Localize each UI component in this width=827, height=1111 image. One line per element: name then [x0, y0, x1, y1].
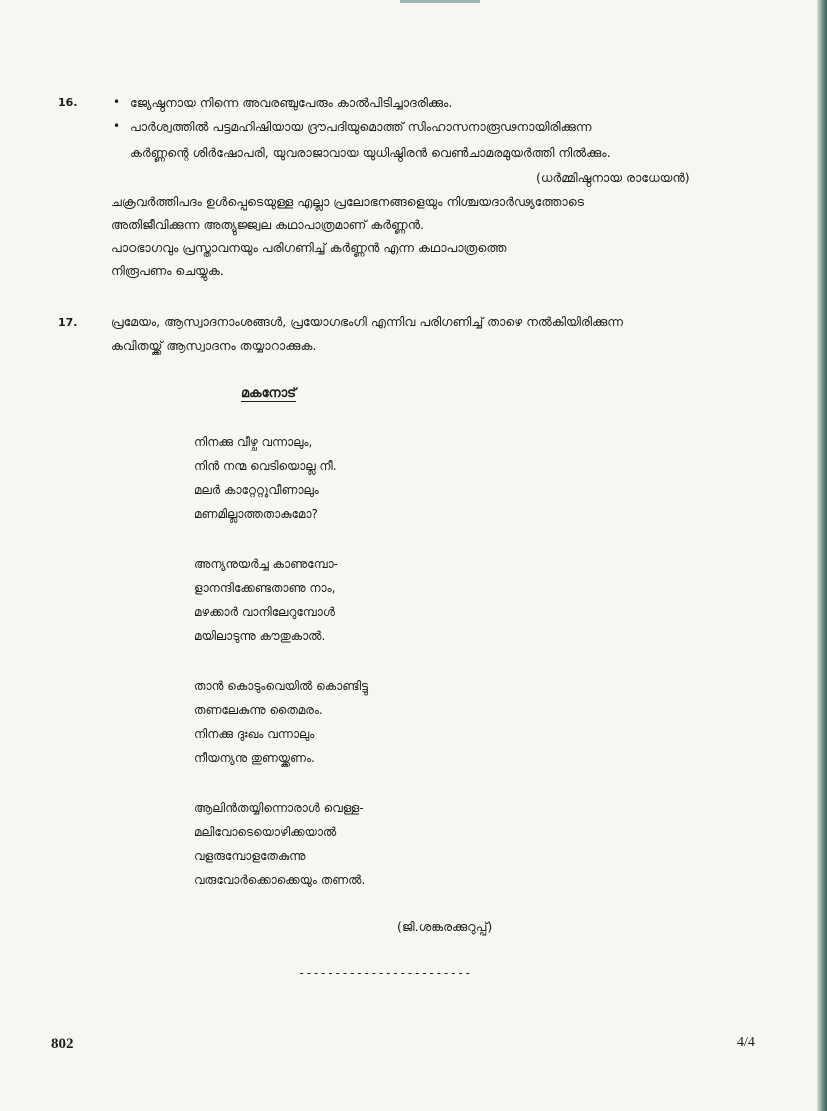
scan-mark [400, 0, 480, 3]
poem-line: താൻ കൊടുംവെയിൽ കൊണ്ടിട്ടു [194, 679, 369, 693]
poem-line: മലർ കാറ്റേറ്റുവീണാലും [194, 483, 319, 497]
bullet-icon: • [113, 119, 121, 133]
end-divider: ------------------------ [298, 966, 472, 980]
scan-edge [817, 0, 827, 1111]
poem-line: നിൻ നന്മ വെടിയൊല്ല നീ. [194, 459, 337, 473]
poem-line: ആലിൻതയ്യിന്നൊരാൾ വെള്ള- [194, 801, 364, 815]
bullet-line: കർണ്ണന്റെ ശിർഷോപരി, യുവരാജാവായ യുധിഷ്ഠിരൻ വെൺചാമരമുയർത്തി നിൽക്കും. [130, 145, 611, 160]
poem-line: ളാനന്ദിക്കേണ്ടതാണു നാം, [194, 581, 336, 595]
page-number: 4/4 [737, 1035, 755, 1050]
poem-line: മയിലാടുന്നു കൗതുകാൽ. [194, 629, 326, 643]
question-text: ചക്രവർത്തിപദം ഉൾപ്പെടെയുള്ള എല്ലാ പ്രലോഭനങ്ങളെയും നിശ്ചയദാർഢ്യത്തോടെ [111, 194, 585, 209]
question-text: പ്രമേയം, ആസ്വാദനാംശങ്ങൾ, പ്രയോഗഭംഗി എന്നിവ പരിഗണിച്ച് താഴെ നൽകിയിരിക്കുന്ന [111, 314, 624, 329]
bullet-icon: • [113, 95, 121, 109]
poem-line: വളരുമ്പോളതേകുന്നു [194, 849, 306, 863]
poem-line: അന്യനുയർച്ച കാണുമ്പോ- [194, 557, 338, 571]
question-number-17: 17. [58, 316, 78, 329]
poem-line: തണലേകുന്നു തൈമരം. [194, 703, 323, 717]
poem-line: മഴക്കാർ വാനിലേറുമ്പോൾ [194, 605, 335, 619]
question-text: അതിജീവിക്കുന്ന അത്യുജ്ജ്വല കഥാപാത്രമാണ് കർണ്ണൻ. [111, 217, 424, 232]
poem-line: മണമില്ലാത്തതാകുമോ? [194, 507, 318, 521]
question-text: പാഠഭാഗവും പ്രസ്താവനയും പരിഗണിച്ച് കർണ്ണൻ എന്ന കഥാപാത്രത്തെ [111, 240, 507, 255]
bullet-line: ജ്യേഷ്ഠനായ നിന്നെ അവരഞ്ചുപേരും കാൽപിടിച്ചാദരിക്കും. [130, 95, 453, 110]
poem-line: മലിവോടെയൊഴിക്കയാൽ [194, 825, 337, 839]
question-number-16: 16. [58, 96, 78, 109]
quote-attribution: (ധർമ്മിഷ്ഠനായ രാധേയൻ) [536, 170, 690, 185]
poem-title: മകനോട് [241, 386, 296, 401]
poem-line: നീയന്യനു തുണയ്ക്കണം. [194, 751, 315, 765]
paper-code: 802 [51, 1036, 74, 1052]
poem-line: വരുവോർക്കൊക്കെയും തണൽ. [194, 873, 366, 887]
bullet-line: പാർശ്വത്തിൽ പട്ടമഹിഷിയായ ദ്രൗപദിയുമൊത്ത് സിംഹാസനാരൂഢനായിരിക്കുന്ന [130, 119, 592, 134]
poem-line: നിനക്കു വീഴ്ച വന്നാലും, [194, 435, 313, 449]
question-text: കവിതയ്ക്ക് ആസ്വാദനം തയ്യാറാക്കുക. [111, 338, 317, 353]
poem-line: നിനക്കു ദുഃഖം വന്നാലും [194, 727, 315, 741]
poet-attribution: (ജി.ശങ്കരക്കുറുപ്പ്) [397, 919, 493, 934]
question-text: നിരൂപണം ചെയ്യുക. [111, 263, 224, 278]
